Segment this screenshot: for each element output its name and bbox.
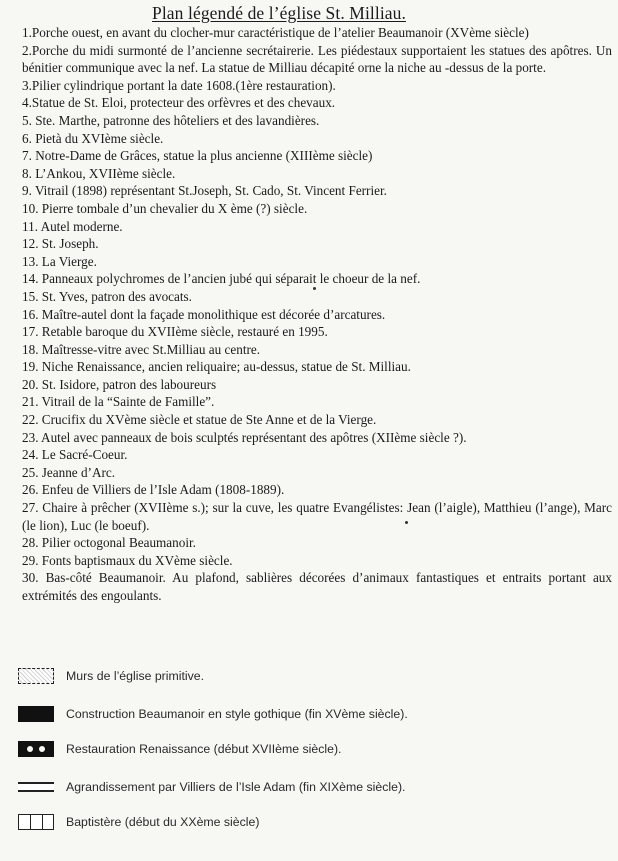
list-item: 12. St. Joseph. — [22, 236, 99, 252]
list-item: 5. Ste. Marthe, patronne des hôteliers et des lavandières. — [22, 112, 320, 128]
list-item: 30. Bas-côté Beaumanoir. Au plafond, sablières décorées d’animaux fantastiques et entraits portant aux extrémités des engoulants. — [22, 570, 612, 603]
numbered-legend-list — [22, 24, 612, 605]
list-item: 25. Jeanne d’Arc. — [22, 464, 116, 480]
scan-speck — [405, 521, 408, 524]
list-item: 11. Autel moderne. — [22, 218, 123, 234]
legend-label: Construction Beaumanoir en style gothique (fin XVème siècle). — [66, 707, 408, 721]
dotted-black-swatch — [18, 741, 54, 757]
hatched-wall-swatch — [18, 668, 54, 684]
list-item: 7. Notre-Dame de Grâces, statue la plus ancienne (XIIIème siècle) — [22, 148, 373, 164]
legend-row-villiers-extension — [18, 776, 405, 798]
list-item: 17. Retable baroque du XVIIème siècle, restauré en 1995. — [22, 324, 328, 340]
list-item: 23. Autel avec panneaux de bois sculptés représentant des apôtres (XIIème siècle ?). — [22, 429, 467, 445]
list-item: 6. Pietà du XVIème siècle. — [22, 130, 164, 146]
double-line-swatch — [18, 782, 54, 792]
document-title: Plan légendé de l’église St. Milliau. — [152, 3, 406, 23]
scan-speck — [313, 287, 316, 290]
list-item: 15. St. Yves, patron des avocats. — [22, 288, 192, 304]
list-item: 16. Maître-autel dont la façade monolithique est décorée d’arcatures. — [22, 306, 386, 322]
legend-label: Agrandissement par Villiers de l’Isle Adam (fin XIXème siècle). — [66, 780, 406, 794]
list-item: 8. L’Ankou, XVIIème siècle. — [22, 165, 176, 181]
list-item: 4.Statue de St. Eloi, protecteur des orfèvres et des chevaux. — [22, 95, 336, 111]
list-item: 1.Porche ouest, en avant du clocher-mur caractéristique de l’atelier Beaumanoir (XVème siècle) — [22, 25, 529, 40]
list-item: 14. Panneaux polychromes de l’ancien jubé qui séparait le choeur de la nef. — [22, 271, 421, 287]
solid-black-swatch — [18, 706, 54, 722]
list-item: 2.Porche du midi surmonté de l’ancienne secrétairerie. Les piédestaux supportaient les statues des apôtres. Un bénitier communique avec la nef. La statue de Milliau décapité orne la niche au -dessus de la porte. — [22, 42, 612, 76]
list-item: 18. Maîtresse-vitre avec St.Milliau au centre. — [22, 341, 261, 357]
legend-row-primitive-walls — [18, 665, 204, 687]
list-item: 24. Le Sacré-Coeur. — [22, 447, 128, 463]
list-item: 29. Fonts baptismaux du XVème siècle. — [22, 552, 233, 568]
list-item: 22. Crucifix du XVème siècle et statue de Ste Anne et de la Vierge. — [22, 412, 377, 428]
list-item: 13. La Vierge. — [22, 253, 97, 269]
list-item: 19. Niche Renaissance, ancien reliquaire; au-dessus, statue de St. Milliau. — [22, 359, 411, 375]
legend-label: Restauration Renaissance (début XVIIème siècle). — [66, 742, 342, 756]
legend-label: Murs de l’église primitive. — [66, 669, 205, 683]
legend-row-gothic-construction — [18, 703, 408, 725]
list-item: 28. Pilier octogonal Beaumanoir. — [22, 535, 196, 551]
list-item: 3.Pilier cylindrique portant la date 1608.(1ère restauration). — [22, 77, 336, 93]
divided-box-swatch — [18, 814, 54, 830]
list-item: 26. Enfeu de Villiers de l’Isle Adam (1808-1889). — [22, 482, 285, 498]
legend-row-renaissance-restoration — [18, 738, 341, 760]
list-item: 27. Chaire à prêcher (XVIIème s.); sur la cuve, les quatre Evangélistes: Jean (l’aigle), Matthieu (l’ange), Marc (le lion), Luc (le boeuf). — [22, 500, 612, 533]
list-item: 20. St. Isidore, patron des laboureurs — [22, 376, 217, 392]
list-item: 21. Vitrail de la “Sainte de Famille”. — [22, 394, 215, 410]
legend-row-baptistery — [18, 811, 259, 833]
list-item: 9. Vitrail (1898) représentant St.Joseph, St. Cado, St. Vincent Ferrier. — [22, 183, 387, 199]
legend-label: Baptistère (début du XXème siècle) — [66, 815, 260, 829]
list-item: 10. Pierre tombale d’un chevalier du X ème (?) siècle. — [22, 200, 308, 216]
